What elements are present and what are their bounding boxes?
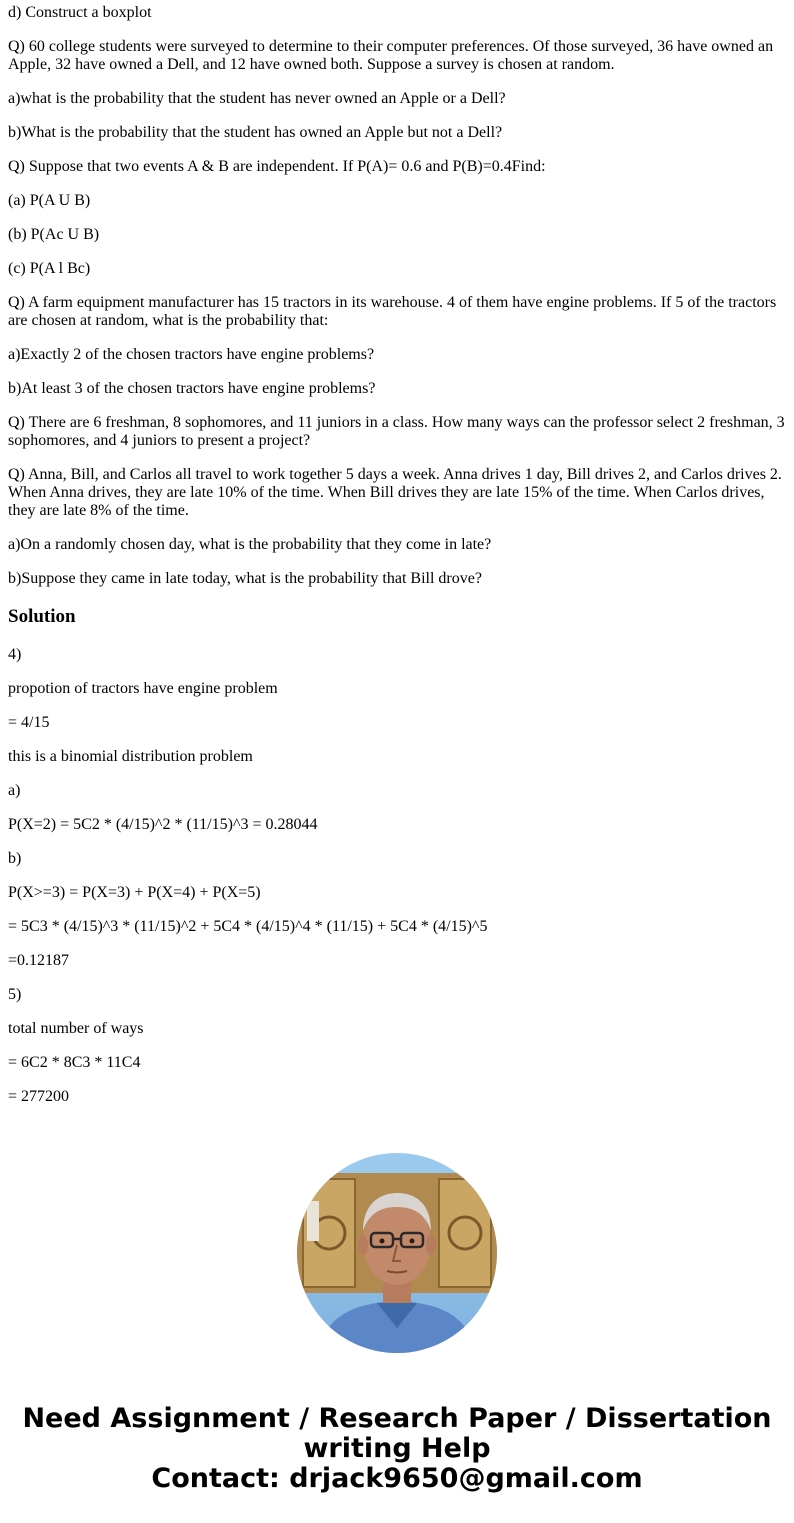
question-text: Q) There are 6 freshman, 8 sophomores, and 11 juniors in a class. How many ways can the professor select 2 freshman, 3 sophomores, and 4 juniors to present a project? xyxy=(8,414,785,449)
question-text: Q) Anna, Bill, and Carlos all travel to work together 5 days a week. Anna drives 1 day, Bill drives 2, and Carlos drives 2. When Anna drives, they are late 10% of the time. When Bill drives they are late 15% of the time. When Carlos drives, they are late 8% of the time. xyxy=(8,466,782,519)
footer-line: Need Assignment / Research Paper / Dissertation xyxy=(22,1403,772,1434)
contact-footer xyxy=(0,1404,794,1494)
contact-email: Contact: drjack9650@gmail.com xyxy=(151,1463,643,1494)
solution-line: 5) xyxy=(8,986,22,1003)
question-text: b)Suppose they came in late today, what is the probability that Bill drove? xyxy=(8,570,482,587)
question-text: (c) P(A l Bc) xyxy=(8,260,91,277)
question-part-d: d) Construct a boxplot xyxy=(8,4,152,21)
solution-line: = 4/15 xyxy=(8,714,50,731)
avatar-image xyxy=(297,1153,497,1353)
solution-line: = 6C2 * 8C3 * 11C4 xyxy=(8,1054,141,1071)
question-text: (a) P(A U B) xyxy=(8,192,91,209)
solution-line: = 277200 xyxy=(8,1088,70,1105)
footer-line: writing Help xyxy=(303,1433,491,1464)
question-text: a)Exactly 2 of the chosen tractors have engine problems? xyxy=(8,346,375,363)
solution-line: b) xyxy=(8,850,22,867)
solution-line: P(X>=3) = P(X=3) + P(X=4) + P(X=5) xyxy=(8,884,261,901)
question-text: (b) P(Ac U B) xyxy=(8,226,100,243)
solution-line: total number of ways xyxy=(8,1020,144,1037)
solution-line: this is a binomial distribution problem xyxy=(8,748,253,765)
solution-line: = 5C3 * (4/15)^3 * (11/15)^2 + 5C4 * (4/15)^4 * (11/15) + 5C4 * (4/15)^5 xyxy=(8,918,488,935)
solution-heading: Solution xyxy=(8,606,76,627)
question-text: b)At least 3 of the chosen tractors have engine problems? xyxy=(8,380,376,397)
solution-line: propotion of tractors have engine problem xyxy=(8,680,278,697)
solution-line: a) xyxy=(8,782,21,799)
question-text: Q) 60 college students were surveyed to determine to their computer preferences. Of those surveyed, 36 have owned an Apple, 32 have owned a Dell, and 12 have owned both. Suppose a survey is chosen at random. xyxy=(8,38,774,73)
solution-line: 4) xyxy=(8,646,22,663)
solution-line: P(X=2) = 5C2 * (4/15)^2 * (11/15)^3 = 0.28044 xyxy=(8,816,318,833)
solution-line: =0.12187 xyxy=(8,952,70,969)
question-text: a)what is the probability that the student has never owned an Apple or a Dell? xyxy=(8,90,506,107)
author-avatar xyxy=(297,1153,497,1353)
question-text: Q) Suppose that two events A & B are independent. If P(A)= 0.6 and P(B)=0.4Find: xyxy=(8,158,546,175)
question-text: a)On a randomly chosen day, what is the probability that they come in late? xyxy=(8,536,492,553)
question-text: Q) A farm equipment manufacturer has 15 tractors in its warehouse. 4 of them have engine problems. If 5 of the tractors are chosen at random, what is the probability that: xyxy=(8,294,777,329)
question-text: b)What is the probability that the student has owned an Apple but not a Dell? xyxy=(8,124,503,141)
